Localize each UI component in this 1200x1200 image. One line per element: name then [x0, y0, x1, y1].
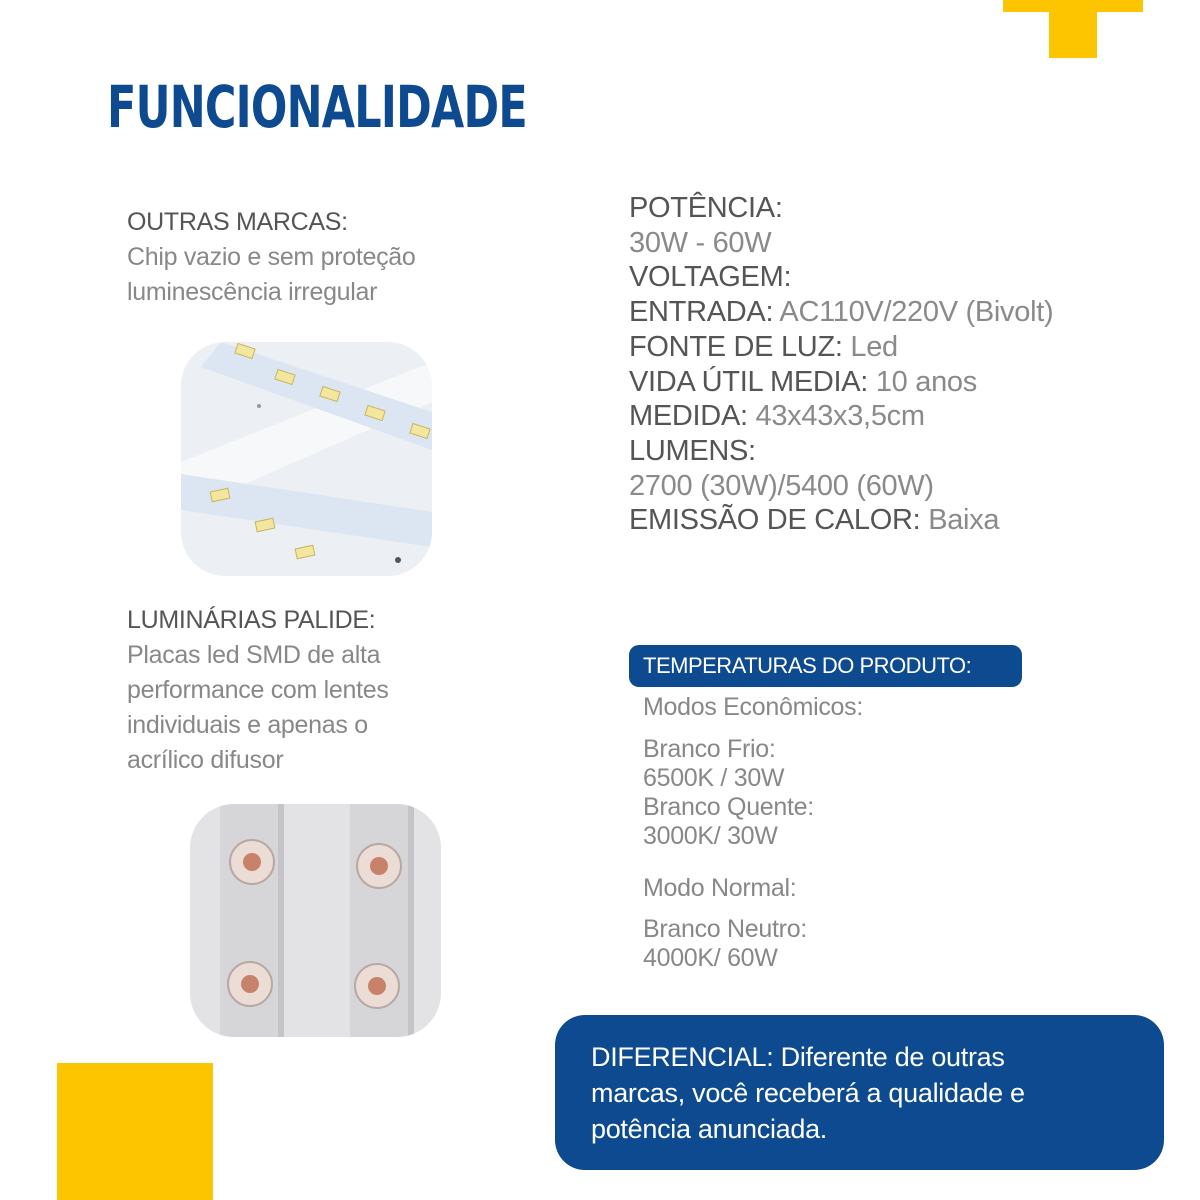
palide-line: Placas led SMD de alta: [127, 641, 381, 669]
spec-calor-row: [629, 503, 1053, 538]
spec-potencia-value: 30W - 60W: [629, 226, 772, 259]
other-brands-heading: OUTRAS MARCAS:: [127, 208, 348, 236]
spec-fonte-label: FONTE DE LUZ:: [629, 330, 843, 363]
spec-vida-label: VIDA ÚTIL MEDIA:: [629, 365, 869, 398]
palide-block: [127, 603, 427, 778]
spec-entrada-value: AC110V/220V (Bivolt): [779, 296, 1054, 329]
spec-potencia-label: POTÊNCIA:: [629, 192, 783, 224]
palide-line: individuais e apenas o: [127, 711, 368, 739]
spec-lumens-label: LUMENS:: [629, 434, 756, 467]
palide-line: performance com lentes: [127, 676, 389, 704]
specs-list: [629, 191, 1053, 538]
spec-lumens-value: 2700 (30W)/5400 (60W): [629, 469, 934, 502]
normal-mode-label: Modo Normal:: [643, 874, 797, 902]
spec-medida-label: MEDIDA:: [629, 400, 748, 433]
neutral-white-label: Branco Neutro:: [643, 915, 807, 943]
temperatures-header: TEMPERATURAS DO PRODUTO:: [629, 645, 1022, 687]
warm-white-label: Branco Quente:: [643, 793, 814, 821]
normal-mode-list: [643, 915, 807, 973]
palide-line: acrílico difusor: [127, 746, 284, 774]
differential-box: [555, 1015, 1164, 1170]
other-brands-line: Chip vazio e sem proteção: [127, 243, 416, 271]
spec-medida-value: 43x43x3,5cm: [755, 400, 925, 433]
spec-calor-label: EMISSÃO DE CALOR:: [629, 504, 921, 537]
decorative-yellow-block-bottom: [57, 1063, 213, 1200]
palide-led-lens-photo: [190, 804, 441, 1037]
warm-white-value: 3000K/ 30W: [643, 822, 778, 850]
palide-heading: LUMINÁRIAS PALIDE:: [127, 606, 376, 634]
eco-modes-label: Modos Econômicos:: [643, 693, 863, 721]
decorative-yellow-stem-top: [1049, 0, 1097, 58]
spec-fonte-value: Led: [850, 330, 898, 363]
spec-medida-row: [629, 399, 1053, 434]
spec-vida-value: 10 anos: [875, 365, 977, 398]
other-brands-led-strip-photo: [181, 342, 432, 576]
cold-white-label: Branco Frio:: [643, 735, 776, 763]
spec-vida-row: [629, 365, 1053, 400]
page-title: FUNCIONALIDADE: [107, 73, 527, 141]
spec-calor-value: Baixa: [928, 504, 1000, 537]
spec-entrada-row: [629, 295, 1053, 330]
neutral-white-value: 4000K/ 60W: [643, 944, 778, 972]
other-brands-block: [127, 205, 415, 310]
spec-fonte-row: [629, 330, 1053, 365]
spec-voltagem-label: VOLTAGEM:: [629, 261, 792, 294]
cold-white-value: 6500K / 30W: [643, 764, 785, 792]
differential-text: DIFERENCIAL: Diferente de outras marcas, você receberá a qualidade e potência anunciada.: [591, 1042, 1025, 1144]
spec-entrada-label: ENTRADA:: [629, 296, 774, 329]
eco-modes-list: [643, 735, 814, 851]
other-brands-line: luminescência irregular: [127, 278, 378, 306]
